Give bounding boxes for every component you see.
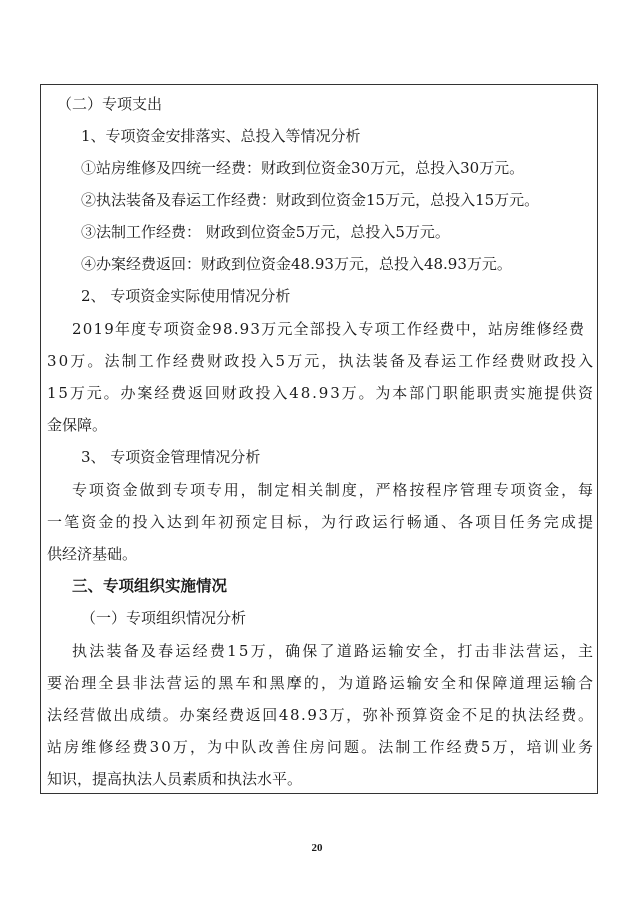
paragraph-line: 法经营做出成绩。办案经费返回48.93万，弥补预算资金不足的执法经费。 (47, 706, 595, 724)
subsection-heading: 1、专项资金安排落实、总投入等情况分析 (81, 127, 361, 145)
paragraph-line: 2019年度专项资金98.93万元全部投入专项工作经费中，站房维修经费 (72, 320, 586, 338)
list-item: ④办案经费返回：财政到位资金48.93万元，总投入48.93万元。 (81, 255, 512, 273)
paragraph-line: 一笔资金的投入达到年初预定目标，为行政运行畅通、各项目任务完成提 (47, 513, 596, 531)
section-heading: （二）专项支出 (57, 95, 163, 113)
section-heading: 三、专项组织实施情况 (72, 576, 228, 595)
list-item: ①站房维修及四统一经费：财政到位资金30万元，总投入30万元。 (81, 159, 525, 177)
paragraph-line: 执法装备及春运经费15万，确保了道路运输安全，打击非法营运，主 (72, 642, 596, 660)
subsection-heading: 2、 专项资金实际使用情况分析 (81, 287, 291, 305)
paragraph-line: 专项资金做到专项专用，制定相关制度，严格按程序管理专项资金，每 (72, 481, 595, 499)
page-number: 20 (311, 842, 323, 854)
subsection-heading: （一）专项组织情况分析 (81, 609, 247, 627)
content-frame (40, 84, 598, 794)
paragraph-line: 站房维修经费30万，为中队改善住房问题。法制工作经费5万，培训业务 (47, 738, 596, 756)
paragraph-line: 知识，提高执法人员素质和执法水平。 (47, 770, 303, 788)
subsection-heading: 3、 专项资金管理情况分析 (81, 448, 261, 466)
paragraph-line: 30万。法制工作经费财政投入5万元，执法装备及春运工作经费财政投入 (47, 352, 596, 370)
paragraph-line: 要治理全县非法营运的黑车和黑摩的，为道路运输安全和保障道理运输合 (47, 674, 596, 692)
list-item: ③法制工作经费： 财政到位资金5万元，总投入5万元。 (81, 223, 450, 241)
paragraph-line: 15万元。办案经费返回财政投入48.93万。为本部门职能职责实施提供资 (47, 384, 595, 402)
list-item: ②执法装备及春运工作经费：财政到位资金15万元，总投入15万元。 (81, 191, 540, 209)
paragraph-line: 供经济基础。 (47, 545, 138, 563)
paragraph-line: 金保障。 (47, 416, 108, 434)
